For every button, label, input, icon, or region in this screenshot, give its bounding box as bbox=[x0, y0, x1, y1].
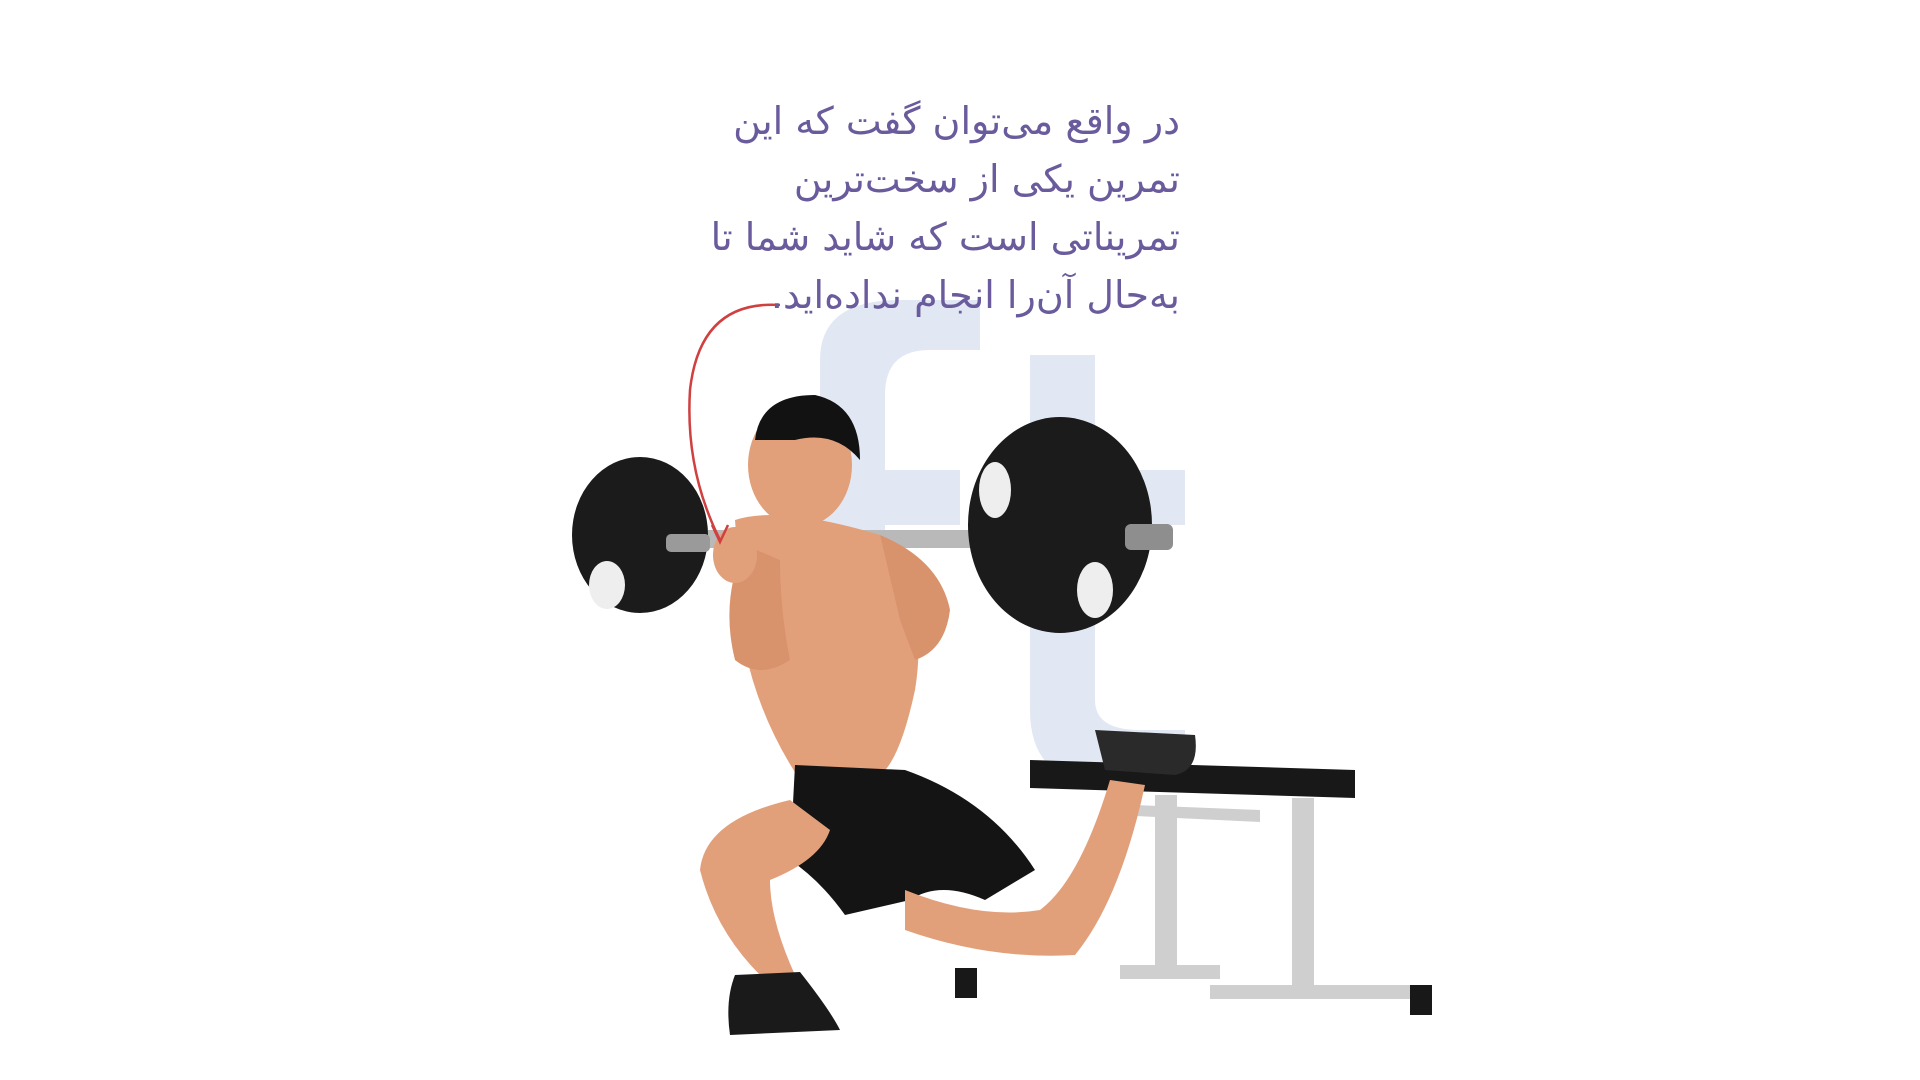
caption-line-3: تمریناتی است که شاید شما تا bbox=[710, 215, 1180, 259]
caption-text bbox=[620, 92, 1180, 324]
caption-line-4: به‌حال آن‌را انجام نداده‌اید. bbox=[770, 273, 1180, 317]
bench bbox=[955, 760, 1432, 1015]
caption-line-1: در واقع می‌توان گفت که این bbox=[733, 99, 1180, 143]
caption-line-2: تمرین یکی از سخت‌ترین bbox=[793, 157, 1180, 201]
